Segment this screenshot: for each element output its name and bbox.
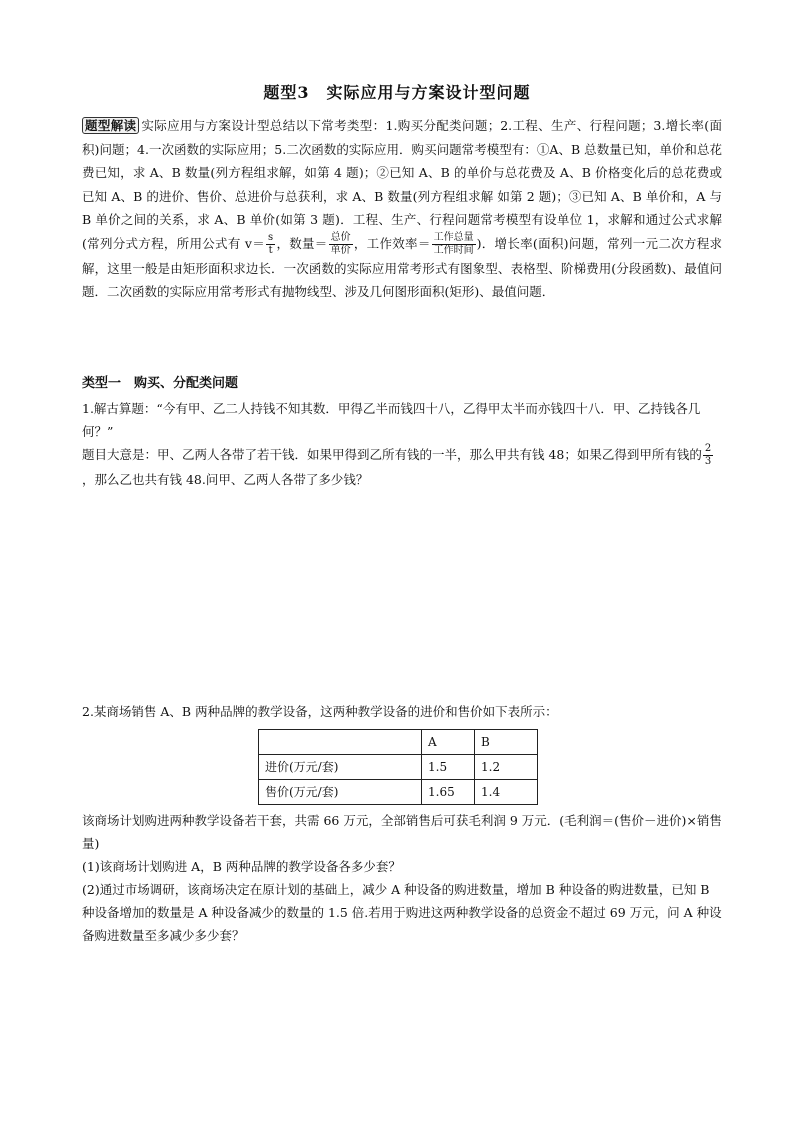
table-header-a: A	[422, 730, 475, 755]
quantity-fraction: $\frac{\text{总价}}{\text{单价}}$	[330, 231, 351, 256]
price-table	[258, 729, 538, 805]
two-thirds-fraction: $\frac{2}{3}$	[704, 443, 712, 467]
question-2-intro: 2.某商场销售 A、B 两种品牌的教学设备，这两种教学设备的进价和售价如下表所示：	[82, 704, 558, 719]
intro-text-2: ，数量＝	[276, 235, 328, 251]
question-1-explanation: 题目大意是：甲、乙两人各带了若干钱．如果甲得到乙所有钱的一半，那么甲共有钱 48；如果乙得到甲所有钱的 $\frac{2}{3}$ ，那么乙也共有钱 48.问甲、乙两人各带了多少钱？	[82, 443, 712, 487]
page-title: 题型3 实际应用与方案设计型问题	[263, 83, 531, 102]
table-cell: 进价(万元/套)	[259, 755, 422, 780]
table-cell: 1.5	[422, 755, 475, 780]
table-cell: 1.2	[475, 755, 538, 780]
question-2-part-2: (2)通过市场调研，该商场决定在原计划的基础上，减少 A 种设备的购进数量，增加 B 种设备的购进数量，已知 B 种设备增加的数量是 A 种设备减少的数量的 1.5 倍.若用于购进这两种教学设备的总资金不超过 69 万元，问 A 种设备购进数量至多减少多少套？	[82, 882, 722, 943]
question-2-part-1: (1)该商场计划购进 A，B 两种品牌的教学设备各多少套？	[82, 859, 401, 874]
intro-paragraph	[82, 114, 722, 304]
intro-text-4: )．增长率(面积)问题，常列一元二次方程求解，这里一般是由矩形面积求边长．一次函数的实际应用常考形式有图象型、表格型、阶梯费用(分段函数)、最值问题．二次函数的实际应用常考形式有抛物线型、涉及几何图形面积(矩形)、最值问题．	[82, 235, 722, 299]
table-cell: 1.65	[422, 780, 475, 805]
section-heading: 类型一 购买、分配类问题	[82, 376, 239, 391]
table-row	[259, 780, 538, 805]
table-row	[259, 730, 538, 755]
efficiency-fraction: $\frac{\text{工作总量}}{\text{工作时间}}$	[433, 231, 474, 256]
table-header-b: B	[475, 730, 538, 755]
intro-text-1: 实际应用与方案设计型总结以下常考类型：1.购买分配类问题；2.工程、生产、行程问题；3.增长率(面积)问题；4.一次函数的实际应用；5.二次函数的实际应用．购买问题常考模型有：①A、B 总数量已知，单价和总花费已知，求 A、B 数量(列方程组求解，如第 4 题)；②已知 A、B 的单价与总花费及 A、B 价格变化后的总花费或已知 A、B 的进价、售价、总进价与总获利，求 A、B 数量(列方程组求解 如第 2 题)；③已知 A、B 单价和，A 与 B 单价之间的关系，求 A、B 单价(如第 3 题)．工程、生产、行程问题常考模型有设单位 1，求解和通过公式求解(常列分式方程，所用公式有 v＝	[82, 118, 722, 251]
table-cell: 售价(万元/套)	[259, 780, 422, 805]
table-row	[259, 755, 538, 780]
intro-text-3: ，工作效率＝	[353, 235, 431, 251]
question-2	[82, 700, 722, 947]
question-2-text: 该商场计划购进两种教学设备若干套，共需 66 万元，全部销售后可获毛利润 9 万元．(毛利润＝(售价－进价)×销售量)	[82, 813, 722, 851]
velocity-fraction: $\frac{s}{t}$	[268, 231, 274, 256]
table-cell: 1.4	[475, 780, 538, 805]
table-cell	[259, 730, 422, 755]
intro-tag: 题型解读	[82, 117, 139, 134]
question-1	[82, 397, 722, 491]
question-1-text: 1.解古算题：“今有甲、乙二人持钱不知其数．甲得乙半而钱四十八，乙得甲太半而亦钱四十八．甲、乙持钱各几何？”	[82, 401, 701, 439]
